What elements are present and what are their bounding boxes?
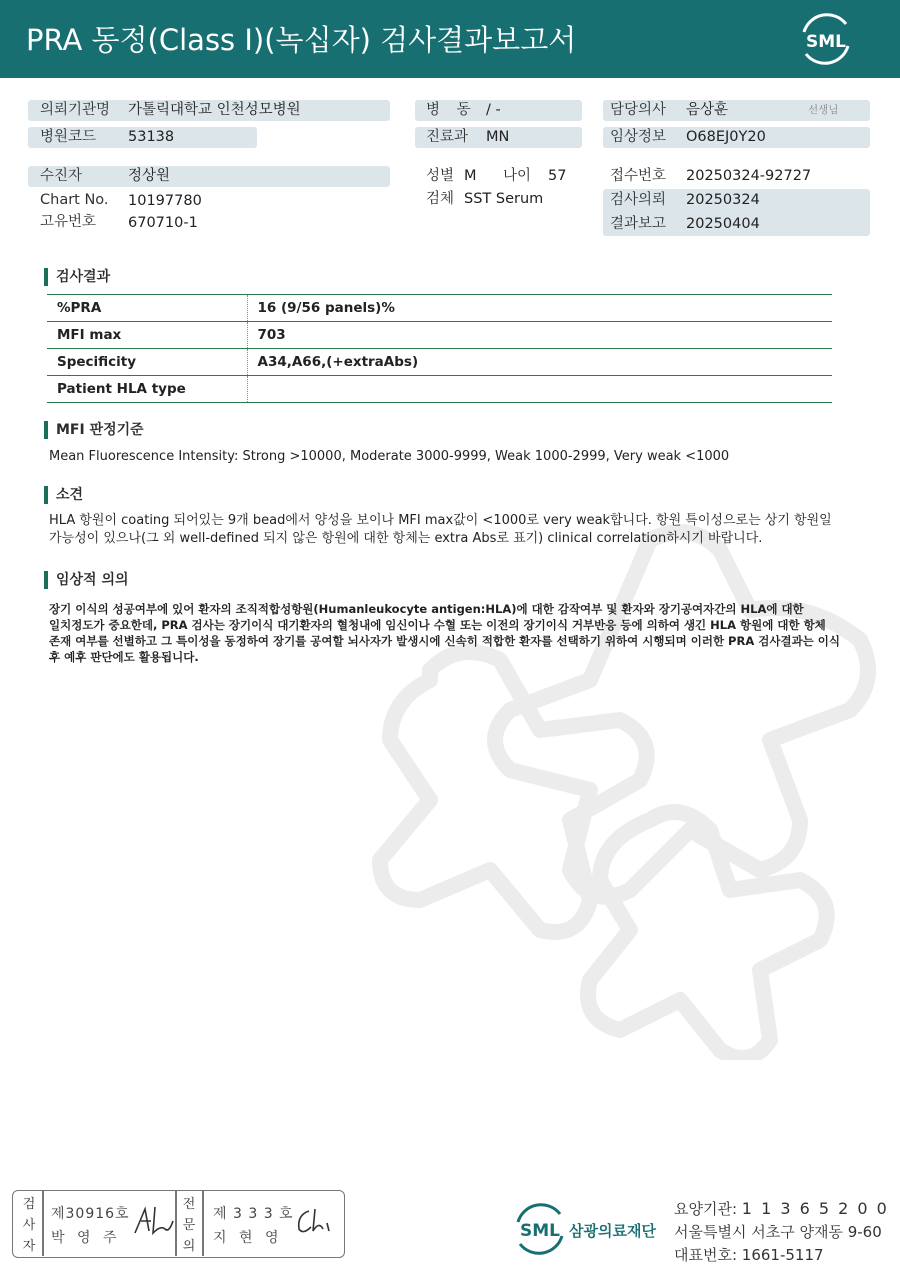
result-value: A34,A66,(+extraAbs) <box>247 349 832 376</box>
clinical-line-1: 장기 이식의 성공여부에 있어 환자의 조직적합성항원(Humanleukocyte antigen:HLA)에 대한 감작여부 및 환자와 장기공여자간의 HLA에 대한 <box>49 602 804 616</box>
org-name: 삼광의료재단 <box>569 1222 656 1240</box>
sml-logo-icon <box>796 10 856 68</box>
examiner-char: 사 <box>22 1218 36 1233</box>
examiner-name: 박 영 주 <box>51 1230 121 1246</box>
chart-value: 10197780 <box>128 193 202 209</box>
sex-label: 성별 <box>426 168 455 184</box>
phone-value: 1661-5117 <box>741 1246 824 1264</box>
clinical-line-2: 일치정도가 중요한데, PRA 검사는 장기이식 대기환자의 혈청내에 임신이나 수혈 또는 이전의 장기이식 거부반응 등에 의하여 생긴 HLA 항원에 대한 항체 <box>49 618 826 632</box>
specialist-char: 문 <box>182 1218 196 1233</box>
examiner-vertical-label <box>19 1191 39 1256</box>
results-title: 검사결과 <box>44 268 110 286</box>
dept-label: 진료과 <box>426 129 469 145</box>
result-value <box>247 376 832 403</box>
mfi-title: MFI 판정기준 <box>44 421 144 439</box>
age-label: 나이 <box>503 168 532 184</box>
signature-divider <box>202 1191 204 1256</box>
report-header <box>0 0 900 78</box>
clinical-line-3: 존재 여부를 선별하고 그 특이성을 동정하여 장기를 공여할 뇌사자가 발생시에 신속히 적합한 환자를 선택하기 위하여 시행되며 이러한 PRA 검사결과는 이식 <box>49 634 841 648</box>
specialist-vertical-label <box>179 1191 199 1256</box>
request-label: 검사의뢰 <box>610 192 667 208</box>
mfi-text: Mean Fluorescence Intensity: Strong >10000, Moderate 3000-9999, Weak 1000-2999, Very weak <1000 <box>49 449 730 464</box>
patient-label: 수진자 <box>40 168 83 184</box>
institution-label: 의뢰기관명 <box>40 102 111 118</box>
receipt-value: 20250324-92727 <box>686 168 812 184</box>
examiner-signature-icon <box>131 1203 177 1239</box>
receipt-label: 접수번호 <box>610 168 667 184</box>
examiner-char: 자 <box>22 1239 36 1254</box>
hospital-code-label: 병원코드 <box>40 129 97 145</box>
result-value: 16 (9/56 panels)% <box>247 295 832 322</box>
specialist-name: 지 현 영 <box>213 1230 283 1246</box>
phone-label: 대표번호: <box>674 1246 738 1264</box>
clinical-value: O68EJ0Y20 <box>686 129 766 145</box>
table-row <box>47 295 832 322</box>
specialist-char: 의 <box>182 1239 196 1254</box>
result-value: 703 <box>247 322 832 349</box>
report-value: 20250404 <box>686 216 760 232</box>
results-table <box>47 294 832 403</box>
table-row <box>47 349 832 376</box>
doctor-label: 담당의사 <box>610 102 667 118</box>
clinical-label: 임상정보 <box>610 129 667 145</box>
specialist-signature-icon <box>293 1205 337 1239</box>
id-label: 고유번호 <box>40 214 97 230</box>
clinical-title: 임상적 의의 <box>44 571 129 589</box>
report-label: 결과보고 <box>610 216 667 232</box>
specialist-number: 제 3 3 3 호 <box>213 1206 294 1222</box>
opinion-line-1: HLA 항원이 coating 되어있는 9개 bead에서 양성을 보이나 MFI max값이 <1000로 very weak합니다. 항원 특이성으로는 상기 항원일 <box>49 513 832 528</box>
id-value: 670710-1 <box>128 215 198 231</box>
request-value: 20250324 <box>686 192 760 208</box>
sml-footer-logo-icon <box>510 1200 570 1256</box>
hospital-code-value: 53138 <box>128 129 175 145</box>
ward-label: 병 동 <box>426 102 471 118</box>
result-key: %PRA <box>47 295 247 322</box>
org-phone <box>674 1244 824 1265</box>
examiner-number: 제30916호 <box>51 1206 130 1222</box>
sml-logo-text: SML <box>806 32 846 52</box>
patient-pill <box>28 166 390 187</box>
specimen-value: SST Serum <box>464 191 544 207</box>
examiner-char: 검 <box>22 1197 36 1212</box>
signature-divider <box>42 1191 44 1256</box>
result-key: Specificity <box>47 349 247 376</box>
specimen-label: 검체 <box>426 191 455 207</box>
sml-footer-logo-text: SML <box>520 1221 560 1241</box>
signature-divider <box>175 1191 177 1256</box>
opinion-title: 소견 <box>44 486 83 504</box>
sex-value: M <box>464 168 477 184</box>
age-value: 57 <box>548 168 567 184</box>
chart-label: Chart No. <box>40 192 109 208</box>
result-key: Patient HLA type <box>47 376 247 403</box>
result-key: MFI max <box>47 322 247 349</box>
patient-value: 정상원 <box>128 168 171 184</box>
table-row <box>47 322 832 349</box>
org-code-value: 1 1 3 6 5 2 0 0 <box>741 1199 889 1218</box>
doctor-suffix: 선생님 <box>808 104 839 116</box>
signature-box <box>12 1190 345 1258</box>
report-title: PRA 동정(Class I)(녹십자) 검사결과보고서 <box>26 23 577 57</box>
opinion-line-2: 가능성이 있으나(그 외 well-defined 되지 않은 항원에 대한 항체는 extra Abs로 표기) clinical correlation하시기 바랍니다. <box>49 531 763 546</box>
org-code-label: 요양기관: <box>674 1200 738 1218</box>
ward-value: / - <box>486 102 501 118</box>
org-code <box>674 1198 889 1219</box>
specialist-char: 전 <box>182 1197 196 1212</box>
clinical-line-4: 후 예후 판단에도 활용됩니다. <box>49 650 199 664</box>
institution-value: 가톨릭대학교 인천성모병원 <box>128 102 301 118</box>
doctor-value: 음상훈 <box>686 102 729 118</box>
table-row <box>47 376 832 403</box>
org-address: 서울특별시 서초구 양재동 9-60 <box>674 1223 882 1241</box>
dept-value: MN <box>486 129 510 145</box>
watermark-cross-icon <box>350 500 900 1060</box>
